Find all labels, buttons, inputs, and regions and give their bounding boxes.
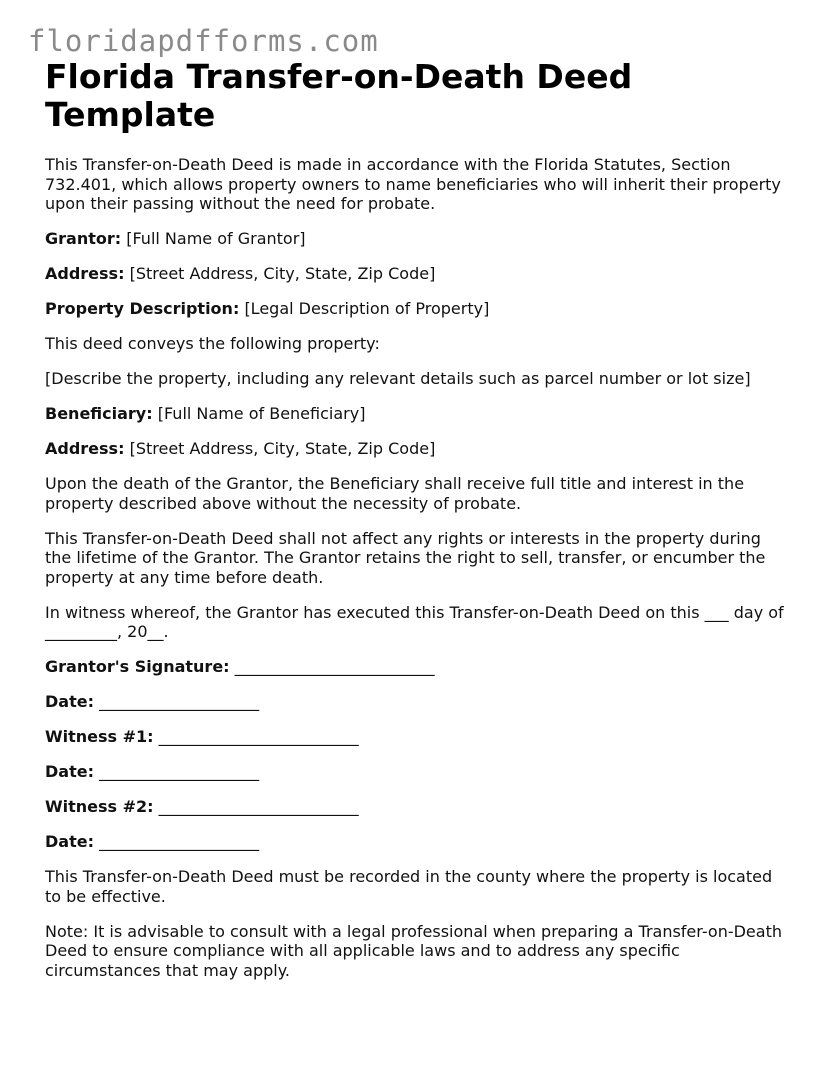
witness-1-blank: _________________________ (158, 727, 359, 746)
recorded-paragraph: This Transfer-on-Death Deed must be recorded in the county where the property is located to be effective. (45, 867, 773, 906)
watermark: floridapdfforms.com (28, 24, 379, 58)
beneficiary-address-label: Address: (45, 439, 125, 458)
grantor-date-label: Date: (45, 692, 94, 711)
document-title: Florida Transfer-on-Death Deed Template (45, 57, 633, 134)
conveys-paragraph: This deed conveys the following property: (45, 334, 380, 353)
grantor-field (45, 229, 790, 249)
witness-2-line (45, 797, 790, 817)
note-paragraph: Note: It is advisable to consult with a legal professional when preparing a Transfer-on-Death Deed to ensure compliance with all applicable laws and to address any specific circumstances that may apply. (45, 921, 782, 980)
property-description-value: [Legal Description of Property] (244, 299, 490, 318)
grantor-date-line (45, 692, 790, 712)
beneficiary-value: [Full Name of Beneficiary] (157, 404, 366, 423)
beneficiary-address-field (45, 439, 790, 459)
witness-1-date-blank: ____________________ (99, 762, 260, 781)
document-page (45, 58, 790, 996)
witness-2-date-blank: ____________________ (99, 832, 260, 851)
property-description-field (45, 299, 790, 319)
witness-1-label: Witness #1: (45, 727, 154, 746)
document-body (45, 155, 790, 980)
intro-paragraph: This Transfer-on-Death Deed is made in accordance with the Florida Statutes, Section 732.401, which allows property owners to name beneficiaries who will inherit their property upon their passing without the need for probate. (45, 155, 781, 213)
witness-1-date-label: Date: (45, 762, 94, 781)
rights-paragraph: This Transfer-on-Death Deed shall not affect any rights or interests in the property during the lifetime of the Grantor. The Grantor retains the right to sell, transfer, or encumber the property at any time before death. (45, 528, 766, 587)
property-description-label: Property Description: (45, 299, 240, 318)
witness-2-date-line (45, 832, 790, 852)
beneficiary-label: Beneficiary: (45, 404, 153, 423)
grantor-date-blank: ____________________ (99, 692, 260, 711)
witness-2-label: Witness #2: (45, 797, 154, 816)
grantor-address-label: Address: (45, 264, 125, 283)
grantor-signature-line (45, 657, 790, 677)
property-details-paragraph: [Describe the property, including any relevant details such as parcel number or lot size] (45, 369, 751, 388)
grantor-label: Grantor: (45, 229, 122, 248)
grantor-address-field (45, 264, 790, 284)
grantor-signature-label: Grantor's Signature: (45, 657, 230, 676)
beneficiary-field (45, 404, 790, 424)
grantor-address-value: [Street Address, City, State, Zip Code] (129, 264, 436, 283)
witness-1-date-line (45, 762, 790, 782)
grantor-value: [Full Name of Grantor] (126, 229, 306, 248)
witness-1-line (45, 727, 790, 747)
witness-2-date-label: Date: (45, 832, 94, 851)
grantor-signature-blank: _________________________ (234, 657, 435, 676)
upon-death-paragraph: Upon the death of the Grantor, the Beneficiary shall receive full title and interest in the property described above without the necessity of probate. (45, 474, 745, 513)
witness-whereof-paragraph: In witness whereof, the Grantor has executed this Transfer-on-Death Deed on this ___ day of _________, 20__. (45, 602, 784, 641)
beneficiary-address-value: [Street Address, City, State, Zip Code] (129, 439, 436, 458)
witness-2-blank: _________________________ (158, 797, 359, 816)
